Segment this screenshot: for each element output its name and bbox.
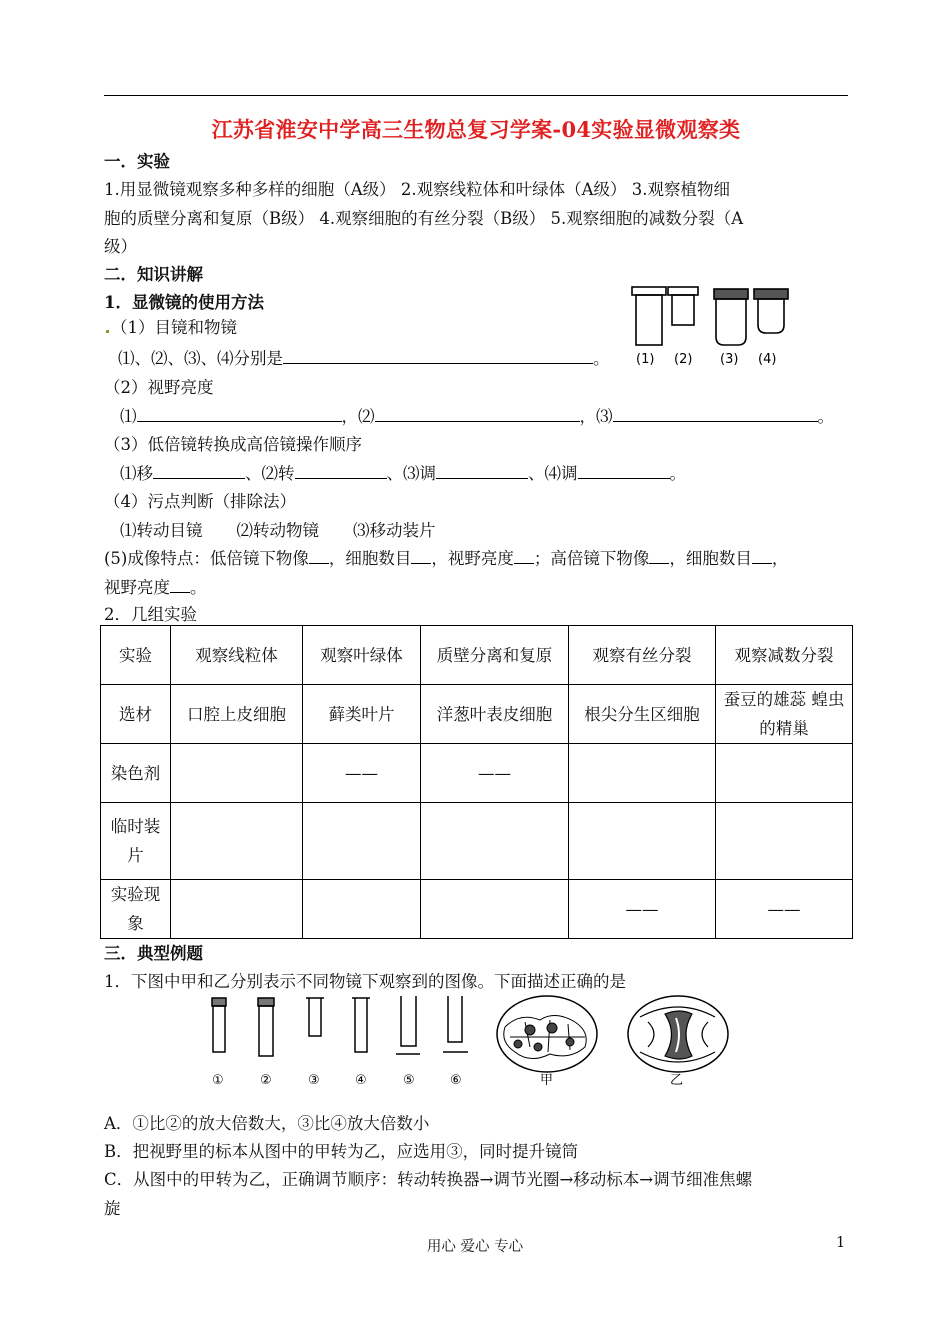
fig-label-4: ④ xyxy=(355,1073,367,1088)
table-header: 实验 xyxy=(101,626,171,685)
lens-1-body xyxy=(636,295,662,345)
fig-label-jia: 甲 xyxy=(540,1073,554,1088)
table-cell[interactable] xyxy=(171,744,303,803)
answer-blank[interactable] xyxy=(295,463,387,479)
p5-b: ，细胞数目 xyxy=(328,549,412,568)
opt-eyepiece: ⑴转动目镜 xyxy=(120,521,203,540)
q-end: 。 xyxy=(593,349,610,368)
b2-label: ，⑵ xyxy=(341,407,375,426)
lens-4-body xyxy=(758,299,784,333)
answer-blank[interactable] xyxy=(170,578,190,593)
b1-label: ⑴ xyxy=(120,407,137,426)
table-cell[interactable] xyxy=(569,744,716,803)
eyepiece-3 xyxy=(306,998,324,1036)
opt-slide: ⑶移动装片 xyxy=(353,521,436,540)
table-row xyxy=(101,685,853,744)
section-2-heading: 二．知识讲解 xyxy=(104,265,203,284)
table-cell: 洋葱叶表皮细胞 xyxy=(421,685,569,744)
table-cell: —— xyxy=(421,744,569,803)
point-4: （4）污点判断（排除法） xyxy=(104,492,296,511)
lens-1-cap xyxy=(632,287,666,295)
footer-text: 用心 爱心 专心 xyxy=(426,1239,524,1255)
p5-h: 。 xyxy=(190,578,207,597)
table-cell: 根尖分生区细胞 xyxy=(569,685,716,744)
subheading-microscope: 1．显微镜的使用方法 xyxy=(104,293,264,312)
b3-label: ，⑶ xyxy=(579,407,613,426)
answer-blank[interactable] xyxy=(752,549,772,564)
answer-blank[interactable] xyxy=(436,463,528,479)
section-1-heading: 一．实验 xyxy=(104,152,170,171)
table-cell: —— xyxy=(716,880,853,939)
step3-label: 、⑶调 xyxy=(386,464,436,483)
objective-1-cap xyxy=(212,998,226,1006)
lens-label-3: (3) xyxy=(720,352,739,367)
point-2: （2）视野亮度 xyxy=(104,378,214,397)
table-cell[interactable] xyxy=(716,744,853,803)
fig-label-3: ③ xyxy=(308,1073,320,1088)
answer-blank[interactable] xyxy=(309,549,329,564)
fig-label-yi: 乙 xyxy=(670,1073,684,1088)
table-cell: 实验现象 xyxy=(101,880,171,939)
lens-figure xyxy=(628,285,808,370)
step2-label: 、⑵转 xyxy=(245,464,295,483)
fig-label-1: ① xyxy=(212,1073,224,1088)
table-cell: 染色剂 xyxy=(101,744,171,803)
option-c-line2[interactable]: 旋 xyxy=(104,1199,121,1218)
field-jia xyxy=(497,996,597,1072)
answer-blank[interactable] xyxy=(514,549,534,564)
lens-2-body xyxy=(672,295,694,325)
answer-blank[interactable] xyxy=(137,406,342,422)
table-cell: —— xyxy=(569,880,716,939)
answer-blank[interactable] xyxy=(649,549,669,564)
table-cell[interactable] xyxy=(421,803,569,880)
s1-line2: 胞的质壁分离和复原（B级） 4.观察细胞的有丝分裂（B级） 5.观察细胞的减数分裂（A xyxy=(104,209,744,228)
table-cell: 蚕豆的雄蕊 蝗虫的精巢 xyxy=(716,685,853,744)
page-title: 江苏省淮安中学高三生物总复习学案-04实验显微观察类 xyxy=(211,117,741,142)
answer-blank[interactable] xyxy=(375,406,580,422)
lens-2-cap xyxy=(668,287,698,295)
step4-label: 、⑷调 xyxy=(528,464,578,483)
lens-label-4: (4) xyxy=(758,352,777,367)
lens-label-2: (2) xyxy=(674,352,693,367)
p5-a: (5)成像特点：低倍镜下物像 xyxy=(104,549,309,568)
answer-blank[interactable] xyxy=(283,348,593,364)
point-1-question xyxy=(118,345,610,369)
table-cell: —— xyxy=(303,744,421,803)
answer-blank[interactable] xyxy=(153,463,245,479)
objective-2 xyxy=(259,1006,273,1056)
table-cell[interactable] xyxy=(569,803,716,880)
experiment-table xyxy=(100,625,853,939)
lens-3-body xyxy=(716,299,746,345)
p5-c: ，视野亮度 xyxy=(431,549,514,568)
table-cell[interactable] xyxy=(171,880,303,939)
point-1-text: （1）目镜和物镜 xyxy=(111,318,237,337)
objective-1 xyxy=(213,1006,225,1052)
table-cell[interactable] xyxy=(303,880,421,939)
answer-blank[interactable] xyxy=(411,549,431,564)
q-text: ⑴、⑵、⑶、⑷分别是 xyxy=(118,349,283,368)
p5-g: 视野亮度 xyxy=(104,578,170,597)
table-cell[interactable] xyxy=(303,803,421,880)
table-header: 观察有丝分裂 xyxy=(569,626,716,685)
table-row xyxy=(101,880,853,939)
eyepiece-5 xyxy=(396,996,420,1054)
table-cell: 藓类叶片 xyxy=(303,685,421,744)
page-number: 1 xyxy=(836,1235,846,1251)
table-cell[interactable] xyxy=(716,803,853,880)
table-row xyxy=(101,803,853,880)
opt-objective: ⑵转动物镜 xyxy=(236,521,319,540)
point-5-line2 xyxy=(104,574,207,598)
table-cell[interactable] xyxy=(171,803,303,880)
question-1: 1．下图中甲和乙分别表示不同物镜下观察到的图像。下面描述正确的是 xyxy=(104,972,626,991)
table-row xyxy=(101,744,853,803)
b-end: 。 xyxy=(817,407,834,426)
table-cell: 选材 xyxy=(101,685,171,744)
objective-2-cap xyxy=(258,998,274,1006)
header-rule xyxy=(104,95,848,96)
cells-jia xyxy=(504,1015,587,1058)
point-3: （3）低倍镜转换成高倍镜操作顺序 xyxy=(104,435,362,454)
fig-label-6: ⑥ xyxy=(450,1073,462,1088)
table-header: 观察线粒体 xyxy=(171,626,303,685)
fig-label-2: ② xyxy=(260,1073,272,1088)
lens-3-top xyxy=(714,289,748,299)
section-3-heading: 三．典型例题 xyxy=(104,944,203,963)
answer-blank[interactable] xyxy=(613,406,818,422)
table-cell: 临时装片 xyxy=(101,803,171,880)
eyepiece-6 xyxy=(443,996,468,1052)
step-end: 。 xyxy=(669,464,686,483)
p5-e: ，细胞数目 xyxy=(669,549,752,568)
table-header: 质壁分离和复原 xyxy=(421,626,569,685)
lens-4-top xyxy=(754,289,788,299)
option-c-line1[interactable]: C．从图中的甲转为乙，正确调节顺序：转动转换器→调节光圈→移动标本→调节细准焦螺 xyxy=(104,1170,753,1189)
lens-label-1: (1) xyxy=(636,352,655,367)
point-2-blanks xyxy=(120,403,834,427)
table-row xyxy=(101,626,853,685)
step1-label: ⑴移 xyxy=(120,464,153,483)
point-5-line1 xyxy=(104,545,788,569)
table-header: 观察叶绿体 xyxy=(303,626,421,685)
eyepiece-4 xyxy=(352,998,370,1052)
s1-line1: 1.用显微镜观察多种多样的细胞（A级） 2.观察线粒体和叶绿体（A级） 3.观察植物细 xyxy=(104,180,731,199)
fig-label-5: ⑤ xyxy=(403,1073,415,1088)
point-4-options xyxy=(120,517,436,541)
question-figure xyxy=(200,992,740,1088)
table-cell[interactable] xyxy=(421,880,569,939)
answer-blank[interactable] xyxy=(578,463,670,479)
point-3-blanks xyxy=(120,460,686,484)
table-header: 观察减数分裂 xyxy=(716,626,853,685)
point-1 xyxy=(104,314,237,338)
table-cell: 口腔上皮细胞 xyxy=(171,685,303,744)
mark-dot xyxy=(106,330,109,333)
option-a[interactable]: A．①比②的放大倍数大，③比④放大倍数小 xyxy=(104,1114,430,1133)
option-b[interactable]: B．把视野里的标本从图中的甲转为乙，应选用③，同时提升镜筒 xyxy=(104,1142,579,1161)
s1-line3: 级） xyxy=(104,237,137,256)
subheading-experiments: 2．几组实验 xyxy=(104,605,197,624)
cells-yi xyxy=(640,1007,715,1062)
p5-f: ， xyxy=(771,549,789,568)
p5-d: ；高倍镜下物像 xyxy=(533,549,650,568)
